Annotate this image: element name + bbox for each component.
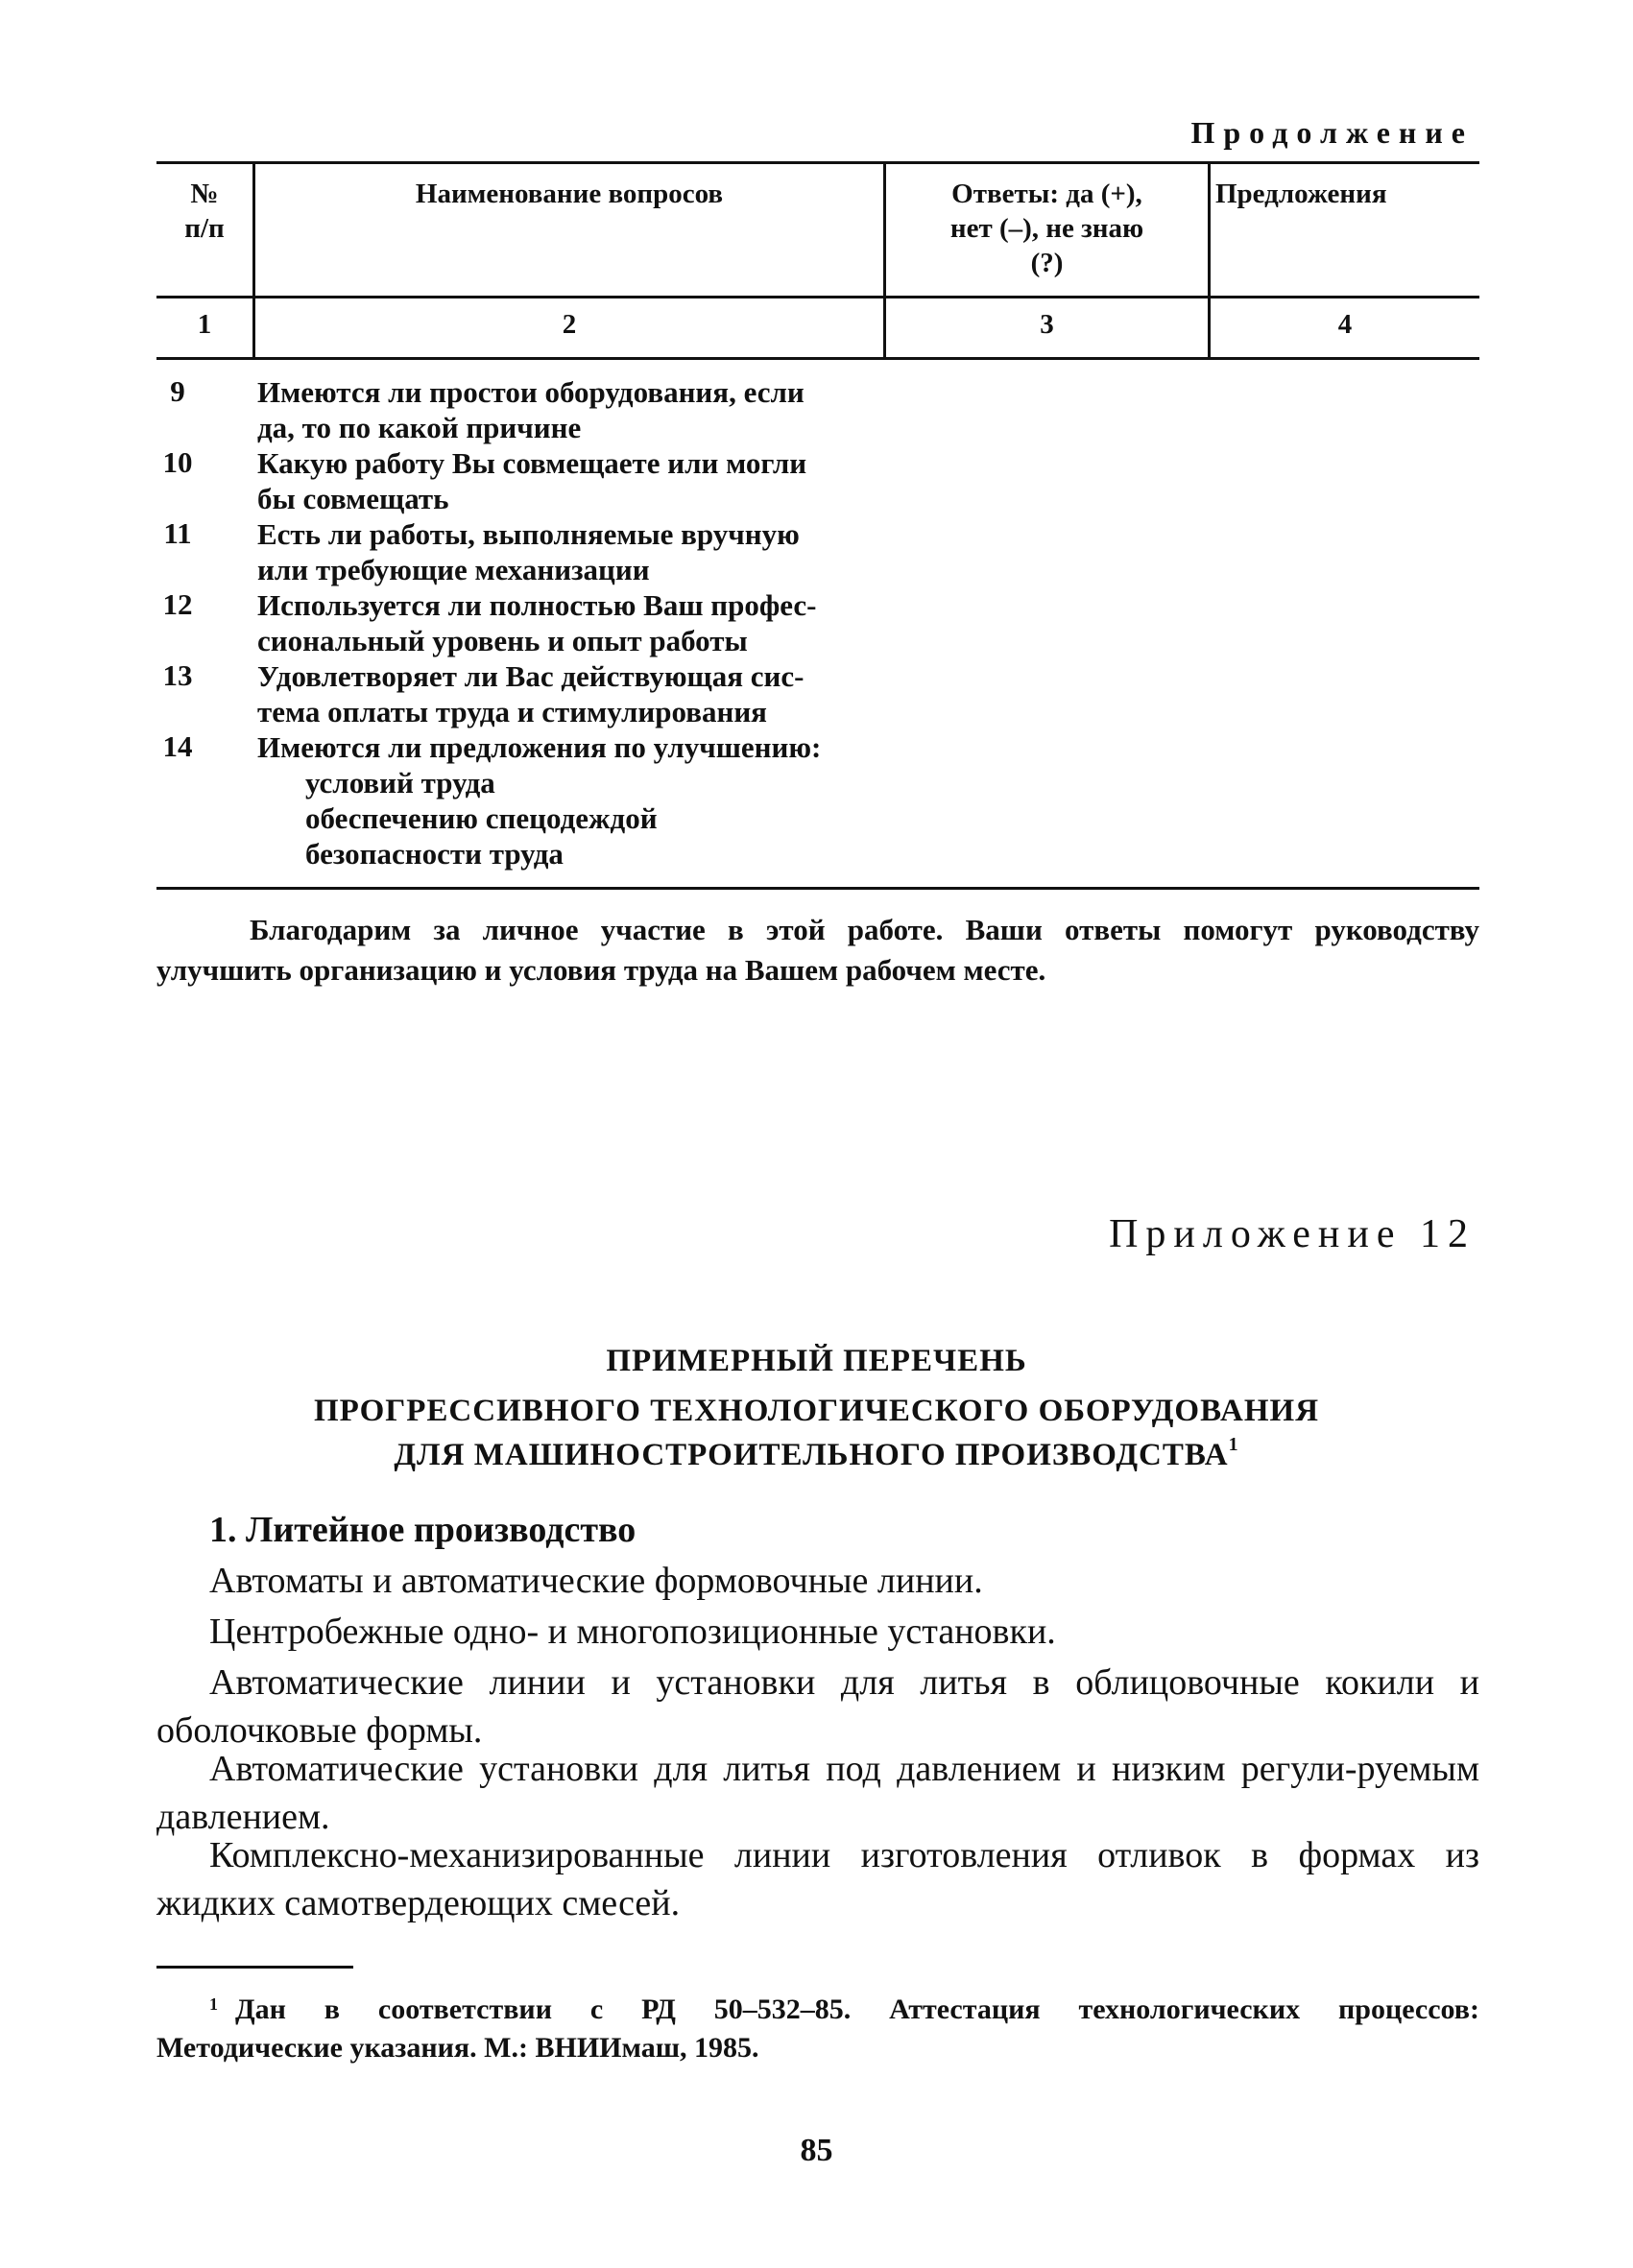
column-number-1: 1 bbox=[197, 309, 212, 340]
title-line-2: ПРОГРЕССИВНОГО ТЕХНОЛОГИЧЕСКОГО ОБОРУДОВАНИЯ bbox=[313, 1394, 1320, 1428]
header-question: Наименование вопросов bbox=[415, 179, 724, 209]
paragraph: Автоматы и автоматические формовочные линии. bbox=[209, 1561, 983, 1601]
footnote-mark: 1 bbox=[209, 1994, 218, 2014]
row-number: 11 bbox=[163, 516, 192, 550]
table-bottom-rule bbox=[156, 887, 1479, 890]
header-num-line1: № bbox=[190, 179, 219, 209]
thanks-line-1: Благодарим за личное участие в этой работе. Ваши ответы помогут руководству bbox=[250, 913, 1479, 946]
row-sub-item: безопасности труда bbox=[305, 837, 564, 871]
row-question-line: Какую работу Вы совмещаете или могли bbox=[257, 446, 807, 480]
continuation-label: Продолжение bbox=[1190, 115, 1474, 150]
row-question-line: Используется ли полностью Ваш профес- bbox=[257, 588, 817, 622]
column-number-2: 2 bbox=[562, 309, 577, 340]
header-num-line2: п/п bbox=[184, 213, 225, 244]
paragraph: Автоматические линии и установки для литья в облицовочные кокили и оболочковые формы. bbox=[156, 1662, 1479, 1751]
row-sub-item: условий труда bbox=[305, 766, 495, 800]
section-heading: 1. Литейное производство bbox=[209, 1510, 636, 1550]
paragraph: Комплексно-механизированные линии изготовления отливок в формах из жидких самотвердеющих смесей. bbox=[156, 1835, 1479, 1923]
thanks-paragraph bbox=[156, 910, 1479, 991]
row-number: 14 bbox=[162, 729, 193, 763]
table-top-rule bbox=[156, 161, 1479, 164]
thanks-line-2: улучшить организацию и условия труда на Вашем рабочем месте. bbox=[156, 953, 1046, 987]
row-sub-item: обеспечению спецодеждой bbox=[305, 801, 658, 835]
row-question-line: бы совмещать bbox=[257, 482, 449, 515]
table-header-bottom-rule bbox=[156, 296, 1479, 298]
row-question-line: да, то по какой причине bbox=[257, 411, 582, 444]
footnote bbox=[156, 1991, 1479, 2067]
row-question-line: Имеются ли предложения по улучшению: bbox=[257, 730, 822, 764]
title-line-3 bbox=[0, 1434, 1633, 1473]
title-line-1: ПРИМЕРНЫЙ ПЕРЕЧЕНЬ bbox=[606, 1344, 1027, 1378]
paragraph: Автоматические установки для литья под давлением и низким регули-руемым давлением. bbox=[156, 1749, 1479, 1837]
title-footnote-mark: 1 bbox=[1228, 1434, 1239, 1455]
footnote-rule bbox=[156, 1966, 353, 1969]
paragraph: Центробежные одно- и многопозиционные установки. bbox=[209, 1611, 1056, 1652]
header-proposals: Предложения bbox=[1215, 179, 1387, 209]
header-answers-line1: Ответы: да (+), bbox=[951, 179, 1142, 209]
row-question-line: или требующие механизации bbox=[257, 553, 650, 586]
header-num bbox=[156, 177, 252, 246]
page-number: 85 bbox=[800, 2133, 833, 2168]
row-number: 9 bbox=[170, 374, 185, 408]
header-answers bbox=[886, 177, 1208, 280]
row-question-line: Имеются ли простои оборудования, если bbox=[257, 375, 804, 409]
row-question-line: Есть ли работы, выполняемые вручную bbox=[257, 517, 800, 551]
header-answers-line3: (?) bbox=[1030, 248, 1064, 278]
column-number-4: 4 bbox=[1337, 309, 1353, 340]
row-number: 10 bbox=[162, 445, 193, 479]
row-question-line: Удовлетворяет ли Вас действующая сис- bbox=[257, 659, 804, 693]
column-number-3: 3 bbox=[1040, 309, 1054, 340]
row-question-line: тема оплаты труда и стимулирования bbox=[257, 695, 767, 728]
title-line-3-text: ДЛЯ МАШИНОСТРОИТЕЛЬНОГО ПРОИЗВОДСТВА bbox=[394, 1438, 1229, 1472]
appendix-label: Приложение 12 bbox=[1109, 1212, 1476, 1256]
row-number: 13 bbox=[162, 658, 193, 692]
table-colnum-bottom-rule bbox=[156, 357, 1479, 360]
footnote-line-2: Методические указания. М.: ВНИИмаш, 1985. bbox=[156, 2032, 759, 2064]
row-number: 12 bbox=[162, 587, 193, 621]
row-question-line: сиональный уровень и опыт работы bbox=[257, 624, 748, 657]
header-answers-line2: нет (–), не знаю bbox=[949, 213, 1144, 244]
footnote-line-1-text: Дан в соответствии с РД 50–532–85. Аттестация технологических процессов: bbox=[235, 1993, 1479, 2025]
footnote-line-1 bbox=[156, 1991, 1479, 2029]
